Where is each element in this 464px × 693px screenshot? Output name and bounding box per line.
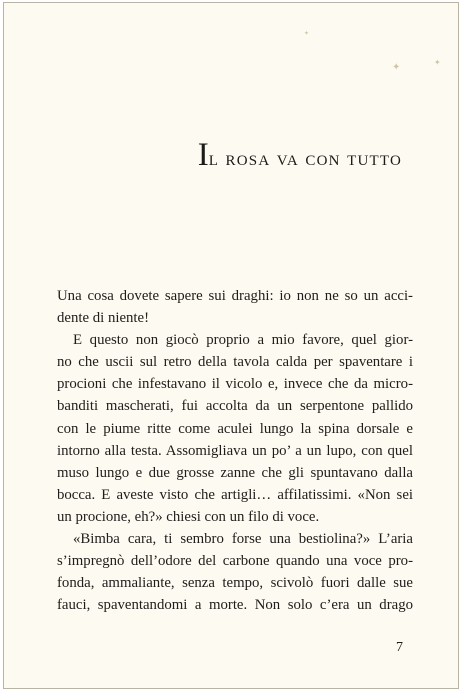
sparkle-icon: ✦: [434, 58, 441, 67]
text-line: dente di niente!: [57, 310, 150, 327]
text-line: intorno alla testa. Assomigliava un po’ a un lupo, con quel: [57, 442, 413, 459]
text-line: un procione, eh?» chiesi con un filo di voce.: [57, 508, 320, 525]
chapter-title-text: l rosa va con tutto: [208, 146, 402, 170]
body-text: [57, 285, 413, 616]
sparkle-icon: ✦: [304, 31, 310, 37]
text-line: con le piume ritte come aculei lungo la spina dorsale e: [57, 420, 413, 437]
sparkle-icon: ✦: [392, 62, 401, 73]
chapter-title: [198, 139, 402, 172]
chapter-title-initial: I: [197, 137, 209, 173]
text-line: Una cosa dovete sapere sui draghi: io non ne so un acci-: [57, 288, 413, 304]
page-number: 7: [396, 640, 403, 655]
text-line: fauci, spaventandomi a morte. Non solo c’era un drago: [57, 597, 413, 614]
text-line: banditi mascherati, fui accolta da un serpentone pallido: [57, 398, 413, 415]
text-line: no che uscii sul retro della tavola calda per spaventare i: [57, 354, 413, 371]
text-line: muso lungo e due grosse zanne che gli spuntavano dalla: [57, 464, 413, 481]
text-line: fonda, ammaliante, senza tempo, scivolò fuori dalle sue: [57, 575, 413, 592]
text-line: «Bimba cara, ti sembro forse una bestiolina?» L’aria: [73, 531, 413, 548]
book-page: [3, 2, 459, 689]
text-line: bocca. E aveste visto che artigli… affilatissimi. «Non sei: [57, 486, 413, 503]
text-line: procioni che infestavano il vicolo e, invece che da micro-: [57, 376, 413, 393]
text-line: s’impregnò dell’odore del carbone quando una voce pro-: [57, 553, 413, 570]
text-line: E questo non giocò proprio a mio favore, quel gior-: [73, 332, 413, 349]
